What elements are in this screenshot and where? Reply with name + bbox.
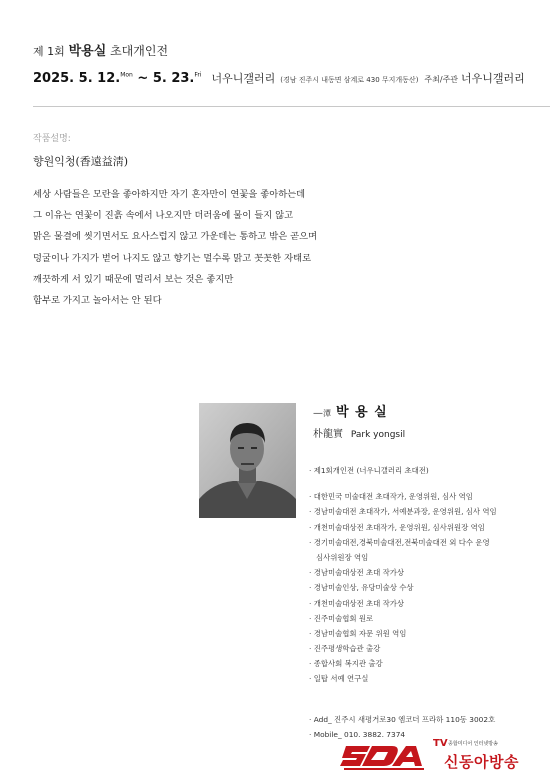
artist-name-english: Park yongsil (350, 430, 406, 440)
name-dash: — (313, 408, 323, 419)
exhibition-title (33, 40, 168, 59)
artist-photo (199, 403, 296, 518)
channel-name: 신동아방송 (444, 753, 519, 771)
career-item: · 경기미술대전,경북미술대전,전북미술대전 외 다수 운영 (309, 537, 490, 547)
work-title: 향원익청(香遠益淸) (33, 155, 129, 168)
artist-name-row (313, 401, 405, 420)
description-line: 세상 사람들은 모란을 좋아하지만 자기 혼자만이 연꽃을 좋아하는데 (33, 189, 306, 200)
description-line: 함부로 가지고 놀아서는 안 된다 (33, 294, 162, 306)
artist-ho-hanja: 潭 (323, 409, 331, 418)
artist-name-korean: 박 용 실 (336, 405, 388, 420)
contact-address: · Add_ 진주시 새평거로30 엠코더 프라하 110동 3002호 (309, 714, 496, 724)
edition-number: 제 1회 (33, 45, 65, 58)
career-item: · 제1회개인전 (너우니갤러리 초대전) (309, 466, 429, 475)
career-item: · 일탑 서예 연구실 (309, 674, 369, 684)
artist-name-hanja: 朴龍實 (313, 429, 343, 440)
career-item: · 진주평생학습관 출강 (309, 644, 381, 654)
day-start: Mon (120, 71, 133, 79)
career-item: · 대한민국 미술대전 초대작가, 운영위원, 심사 역임 (309, 492, 473, 502)
artist-name-title: 박용실 (68, 44, 107, 59)
career-item: · 경남미술협회 자문 위원 역임 (309, 628, 407, 638)
description-line: 깨끗하게 서 있기 때문에 멀리서 보는 것은 좋지만 (33, 273, 234, 285)
career-item: · 개천미술대상전 초대 작가상 (309, 598, 405, 608)
day-end: Fri (194, 71, 202, 79)
career-item: · 경남미술인상, 유당미술상 수상 (309, 583, 414, 593)
contact-mobile: · Mobile_ 010. 3882. 7374 (309, 729, 406, 739)
career-item: · 경남미술대상전 초대 작가상 (309, 568, 405, 578)
description-label: 작품설명: (33, 134, 71, 144)
broadcaster-logo (340, 738, 530, 774)
gallery-address: (경남 진주시 내동면 삼계로 430 무지개동산) (280, 76, 419, 84)
artist-info (313, 401, 405, 440)
logo-tagline: 종합미디어 인터넷방송 (448, 741, 498, 747)
description-line: 맑은 물결에 씻기면서도 요사스럽지 않고 가운데는 통하고 밖은 곧으며 (33, 231, 318, 243)
header-divider (33, 106, 550, 107)
work-description (33, 186, 453, 313)
logo-tv: TV (433, 738, 448, 749)
career-item-continued: 심사위원장 역임 (316, 552, 369, 562)
career-item: · 경남미술대전 초대작가, 서예분과장, 운영위원, 심사 역임 (309, 507, 497, 517)
artist-name-row-secondary (313, 425, 405, 440)
sda-logo-mark (340, 740, 432, 772)
career-item: · 진주미술협회 원로 (309, 613, 374, 623)
description-line: 그 이유는 연꽃이 진흙 속에서 나오지만 더러움에 물이 들지 않고 (33, 210, 294, 222)
gallery-name: 너우니갤러리 (211, 72, 276, 85)
date-end: 5. 23. (152, 71, 195, 86)
date-start: 2025. 5. 12. (33, 71, 121, 86)
exhibition-dates (33, 71, 202, 86)
exhibition-info (33, 70, 525, 86)
exhibition-type: 초대개인전 (110, 44, 169, 58)
host-name: 너우니갤러리 (461, 72, 525, 85)
career-item: · 개천미술대상전 초대작가, 운영위원, 심사위원장 역임 (309, 522, 485, 532)
date-separator: ~ (137, 71, 149, 86)
description-line: 덩굴이나 가지가 벋어 나지도 않고 향기는 멀수록 맑고 꼿꼿한 자태로 (33, 252, 312, 264)
career-list (309, 463, 497, 742)
career-item: · 종합사회 복지관 출강 (309, 659, 383, 669)
host-label: 주최/주관 (424, 75, 459, 84)
